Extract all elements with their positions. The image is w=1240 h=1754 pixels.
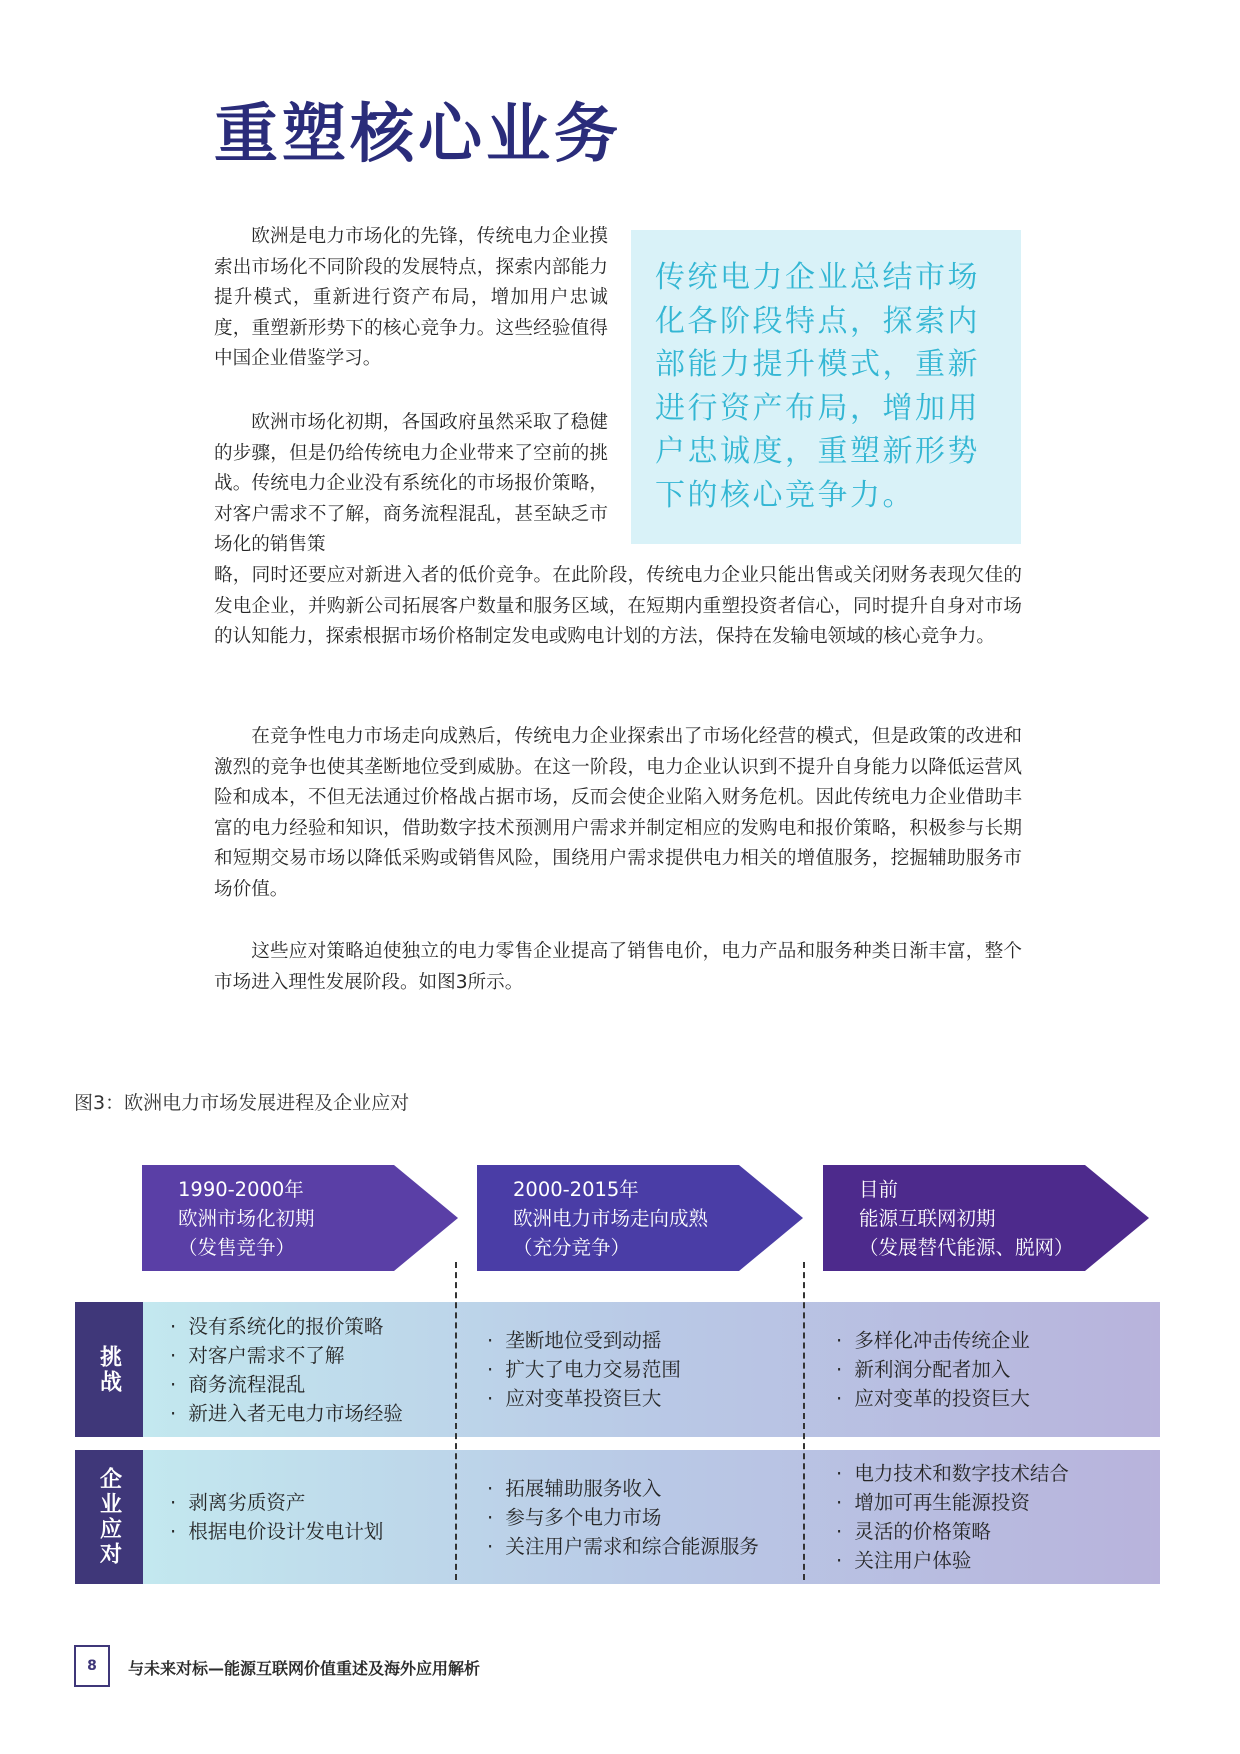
row-label-response-text: 企业应对 [96, 1467, 122, 1567]
response-cell-phase-2 [487, 1450, 797, 1584]
pull-quote-box [631, 230, 1021, 544]
row-label-response [75, 1450, 143, 1584]
list-item: · 根据电价设计发电计划 [170, 1517, 450, 1546]
list-item: · 扩大了电力交易范围 [487, 1355, 797, 1384]
phase-1-name: 欧洲市场化初期 [178, 1207, 315, 1230]
list-item: · 关注用户需求和综合能源服务 [487, 1532, 797, 1561]
phase-3-note: （发展替代能源、脱网） [859, 1236, 1074, 1259]
list-item: · 对客户需求不了解 [170, 1341, 450, 1370]
phase-2-period: 2000-2015年 [513, 1178, 639, 1201]
phase-1-note: （发售竞争） [178, 1236, 296, 1259]
list-item: · 拓展辅助服务收入 [487, 1474, 797, 1503]
paragraph-early-stage-cont: 略，同时还要应对新进入者的低价竞争。在此阶段，传统电力企业只能出售或关闭财务表现欠佳的发电企业，并购新公司拓展客户数量和服务区域，在短期内重塑投资者信心，同时提升自身对市场的认知能力，探索根据市场价格制定发电或购电计划的方法，保持在发输电领域的核心竞争力。 [214, 565, 1022, 647]
phase-1-text [178, 1175, 315, 1262]
list-item: · 应对变革投资巨大 [487, 1384, 797, 1413]
phase-arrow-2 [477, 1165, 803, 1271]
phase-arrow-3 [823, 1165, 1149, 1271]
phase-divider-2 [803, 1262, 805, 1580]
response-cell-phase-3 [836, 1450, 1156, 1584]
page-number: 8 [74, 1645, 110, 1687]
paragraph-mature-stage: 在竞争性电力市场走向成熟后，传统电力企业探索出了市场化经营的模式，但是政策的改进和激烈的竞争也使其垄断地位受到威胁。在这一阶段，电力企业认识到不提升自身能力以降低运营风险和成本，不但无法通过价格战占据市场，反而会使企业陷入财务危机。因此传统电力企业借助丰富的电力经验和知识，借助数字技术预测用户需求并制定相应的发购电和报价策略，积极参与长期和短期交易市场以降低采购或销售风险，围绕用户需求提供电力相关的增值服务，挖掘辅助服务市场价值。 [214, 726, 1022, 900]
list-item: · 剥离劣质资产 [170, 1488, 450, 1517]
list-item: · 应对变革的投资巨大 [836, 1384, 1156, 1413]
challenge-cell-phase-1 [170, 1302, 450, 1437]
phase-3-name: 能源互联网初期 [859, 1207, 996, 1230]
list-item: · 增加可再生能源投资 [836, 1488, 1156, 1517]
footer-title: 与未来对标—能源互联网价值重述及海外应用解析 [128, 1659, 481, 1678]
paragraph-early-stage: 欧洲市场化初期，各国政府虽然采取了稳健的步骤，但是仍给传统电力企业带来了空前的挑战。传统电力企业没有系统化的市场报价策略，对客户需求不了解，商务流程混乱，甚至缺乏市场化的销售策 [214, 412, 608, 555]
list-item: · 新进入者无电力市场经验 [170, 1399, 450, 1428]
challenge-cell-phase-2 [487, 1302, 797, 1437]
phase-2-text [513, 1175, 708, 1262]
list-item: · 没有系统化的报价策略 [170, 1312, 450, 1341]
list-item: · 电力技术和数字技术结合 [836, 1459, 1156, 1488]
list-item: · 商务流程混乱 [170, 1370, 450, 1399]
figure-caption: 图3：欧洲电力市场发展进程及企业应对 [74, 1092, 410, 1114]
list-item: · 多样化冲击传统企业 [836, 1326, 1156, 1355]
list-item: · 新利润分配者加入 [836, 1355, 1156, 1384]
pull-quote-text: 传统电力企业总结市场化各阶段特点，探索内部能力提升模式，重新进行资产布局，增加用户忠诚度，重塑新形势下的核心竞争力。 [655, 260, 980, 513]
phase-2-note: （充分竞争） [513, 1236, 631, 1259]
list-item: · 灵活的价格策略 [836, 1517, 1156, 1546]
phase-arrow-1 [142, 1165, 458, 1271]
row-label-challenge [75, 1302, 143, 1437]
page-title: 重塑核心业务 [214, 98, 622, 172]
row-label-challenge-text: 挑战 [96, 1344, 122, 1395]
paragraph-intro: 欧洲是电力市场化的先锋，传统电力企业摸索出市场化不同阶段的发展特点，探索内部能力提升模式，重新进行资产布局，增加用户忠诚度，重塑新形势下的核心竞争力。这些经验值得中国企业借鉴学习。 [214, 226, 608, 369]
list-item: · 参与多个电力市场 [487, 1503, 797, 1532]
response-cell-phase-1 [170, 1450, 450, 1584]
phase-1-period: 1990-2000年 [178, 1178, 304, 1201]
challenge-cell-phase-3 [836, 1302, 1156, 1437]
phase-2-name: 欧洲电力市场走向成熟 [513, 1207, 709, 1230]
list-item: · 垄断地位受到动摇 [487, 1326, 797, 1355]
phase-3-period: 目前 [859, 1178, 899, 1201]
phase-divider-1 [455, 1262, 457, 1580]
list-item: · 关注用户体验 [836, 1546, 1156, 1575]
paragraph-conclusion: 这些应对策略迫使独立的电力零售企业提高了销售电价，电力产品和服务种类日渐丰富，整个市场进入理性发展阶段。如图3所示。 [214, 941, 1022, 993]
phase-3-text [859, 1175, 1074, 1262]
